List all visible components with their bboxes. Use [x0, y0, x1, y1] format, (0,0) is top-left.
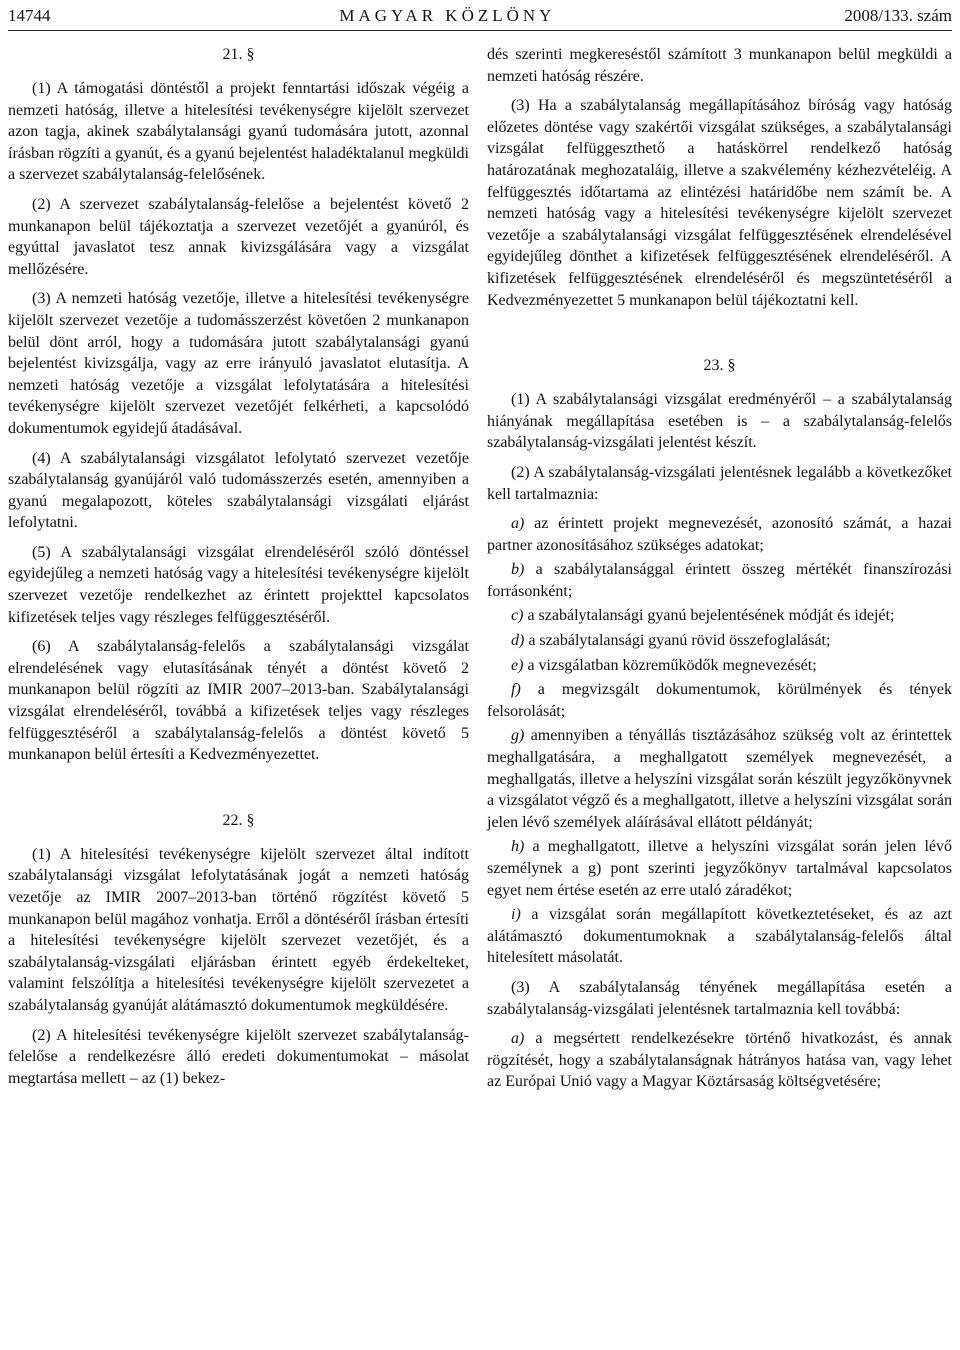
list-item-text: amennyiben a tényállás tisztázásához szükség volt az érintettek meghallgatására, a meghallgatott személyek megnevezését, a meghallgatás, illetve a helyszíni vizsgálat során készült jegyzőkönyvnek a vizsgálatot végző és a meghallgatott, illetve a helyszíni vizsgálat során jelen lévő személyek aláírásával ellátott példányát; — [487, 727, 952, 831]
paragraph: (5) A szabálytalansági vizsgálat elrendeléséről szóló döntéssel egyidejűleg a nemzeti hatóság vagy a hitelesítési tevékenységre kijelölt szervezet vezetője rendelkezhet az érintett projekttel kapcsolatos kifizetések teljes vagy részleges felfüggesztéséről. — [8, 543, 469, 626]
paragraph: (2) A szabálytalanság-vizsgálati jelentésnek legalább a következőket kell tartalmaznia: — [487, 463, 952, 503]
issue-number: 2008/133. szám — [844, 6, 952, 25]
list-item-letter: i) — [511, 906, 521, 924]
list-item-text: a meghallgatott, illetve a helyszíni vizsgálat során jelen lévő személynek a g) pont szerinti jegyzőkönyv tartalmával kapcsolatos egyet nem értése esetén az erre utaló záradékot; — [487, 838, 952, 899]
paragraph: (2) A szervezet szabálytalanság-felelőse a bejelentést követő 2 munkanapon belül tájékoztatja a szervezet vezetőjét a gyanúról, és egyúttal javaslatot tesz annak kivizsgálására vagy a vizsgálat mellőzésére. — [8, 195, 469, 278]
list-item-letter: d) — [511, 632, 525, 650]
section-heading-23: 23. § — [703, 357, 736, 375]
page-number: 14744 — [8, 6, 51, 25]
list-item-text: a szabálytalansági gyanú rövid összefoglalását; — [524, 632, 831, 650]
list-item-letter: h) — [511, 838, 525, 856]
paragraph: (3) Ha a szabálytalanság megállapításához bíróság vagy hatóság előzetes döntése vagy szakértői vizsgálat szükséges, a szabálytalansági vizsgálat felfüggeszthető a hatáskörrel rendelkező hatóság határozatának meghozataláig, illetve a szakvélemény kézhezvételéig. A felfüggesztés időtartama az elintézési határidőbe nem számít be. A nemzeti hatóság vagy a hitelesítési tevékenységre kijelölt szervezet vezetője a szabálytalansági vizsgálat felfüggesztésének elrendelésével egyidejűleg dönthet a kifizetések felfüggesztésének elrendeléséről. A kifizetések felfüggesztésének elrendeléséről és megszüntetéséről a Kedvezményezettet 5 munkanapon belül tájékoztatni kell. — [487, 97, 952, 309]
left-column — [8, 44, 469, 1097]
section-heading-21: 21. § — [222, 46, 255, 63]
paragraph-continued: dés szerinti megkereséstől számított 3 munkanapon belül megküldi a nemzeti hatóság részére. — [487, 46, 952, 85]
list-item-text: a megsértett rendelkezésekre történő hivatkozást, és annak rögzítését, hogy a szabálytalanságnak hátrányos hatása van, vagy lehet az Európai Unió vagy a Magyar Köztársaság költségvetésére; — [487, 1030, 952, 1091]
list-item — [487, 513, 952, 556]
list-item-letter: a) — [511, 515, 525, 533]
list-item-letter: g) — [511, 727, 525, 745]
list-item-letter: c) — [511, 607, 524, 625]
paragraph: (2) A hitelesítési tevékenységre kijelölt szervezet szabálytalanság-felelőse a rendelkezésre álló eredeti dokumentumokat – másolat megtartása mellett – az (1) bekez- — [8, 1026, 469, 1087]
list-item — [487, 904, 952, 969]
list-item-letter: b) — [511, 561, 525, 579]
text-columns — [8, 44, 952, 1097]
list-item — [487, 725, 952, 833]
journal-title: MAGYAR KÖZLÖNY — [339, 6, 556, 25]
list-item — [487, 836, 952, 901]
paragraph: (4) A szabálytalansági vizsgálatot lefolytató szervezet vezetője szabálytalanság gyanújáról való tudomásszerzés esetén, amennyiben a gyanú megalapozott, köteles szabálytalansági vizsgálati eljárást lefolytatni. — [8, 449, 469, 532]
list-item-letter: a) — [511, 1030, 525, 1048]
list-item-letter: f) — [511, 681, 521, 699]
requirements-list-2 — [487, 1028, 952, 1093]
section-heading-22: 22. § — [222, 811, 255, 829]
list-item-text: a szabálytalansággal érintett összeg mértékét finanszírozási forrásonként; — [487, 561, 952, 600]
list-item — [487, 559, 952, 602]
list-item — [487, 655, 952, 677]
list-item-text: az érintett projekt megnevezését, azonosító számát, a hazai partner azonosításához szükséges adatokat; — [487, 515, 952, 554]
list-item-text: a vizsgálat során megállapított következtetéseket, és az azt alátámasztó dokumentumoknak a szabálytalanság-felelős által hitelesített másolatát. — [487, 906, 952, 967]
list-item-letter: e) — [511, 656, 524, 674]
right-column — [487, 44, 952, 1097]
paragraph: (1) A támogatási döntéstől a projekt fenntartási időszak végéig a nemzeti hatóság, illetve a hitelesítési tevékenységre kijelölt szervezet azon tagja, akinek szabálytalansági gyanú tudomására jutott, azonnal írásban rögzíti a gyanút, és a gyanú bejelentést haladéktalanul megküldi a szervezet szabálytalanság-felelősének. — [8, 80, 469, 184]
requirements-list — [487, 513, 952, 969]
page-header — [8, 2, 952, 31]
list-item — [487, 1028, 952, 1093]
list-item — [487, 679, 952, 722]
paragraph: (3) A szabálytalanság tényének megállapítása esetén a szabálytalanság-vizsgálati jelentésnek tartalmaznia kell továbbá: — [487, 978, 952, 1018]
list-item — [487, 605, 952, 627]
list-item-text: a szabálytalansági gyanú bejelentésének módját és idejét; — [523, 607, 895, 625]
paragraph: (1) A szabálytalansági vizsgálat eredményéről – a szabálytalanság hiányának megállapítása esetében is – a szabálytalanság-felelős szabálytalanság-vizsgálati jelentést készít. — [487, 391, 952, 452]
list-item-text: a vizsgálatban közreműködők megnevezését; — [523, 656, 817, 674]
paragraph: (3) A nemzeti hatóság vezetője, illetve a hitelesítési tevékenységre kijelölt szervezet vezetője a tudomásszerzést követően 2 munkanapon belül dönt arról, hogy a tudomására jutott szabálytalansági gyanú bejelentést kivizsgálja, vagy az erre irányuló javaslatot elutasítja. A nemzeti hatóság vezetője a vizsgálat lefolytatására a hitelesítési tevékenységre kijelölt szervezet vezetőjét felkérheti, a kapcsolódó dokumentumok egyidejű átadásával. — [8, 290, 469, 437]
paragraph: (1) A hitelesítési tevékenységre kijelölt szervezet által indított szabálytalansági vizsgálat lefolytatásának jogát a nemzeti hatóság vezetője az IMIR 2007–2013-ban történő rögzítést követő 5 munkanapon belül magához vonhatja. Erről a döntéséről írásban értesíti a hitelesítési tevékenységre kijelölt szervezet vezetőjét, és a szabálytalanság-vizsgálati eljárásban érintett egyéb érdekelteket, valamint felszólítja a hitelesítési tevékenységre kijelölt szervezetet a szabálytalanság gyanúját alátámasztó dokumentumok megküldésére. — [8, 845, 469, 1014]
list-item — [487, 630, 952, 652]
paragraph: (6) A szabálytalanság-felelős a szabálytalansági vizsgálat elrendelésének vagy elutasításának tényét a döntést követő 2 munkanapon belül rögzíti az IMIR 2007–2013-ban. Szabálytalansági vizsgálat elrendeléséről, továbbá a kifizetések teljes vagy részleges felfüggesztéséről a szabálytalanság-felelős a döntést követő 5 munkanapon belül értesíti a Kedvezményezettet. — [8, 638, 469, 764]
list-item-text: a megvizsgált dokumentumok, körülmények és tények felsorolását; — [487, 681, 952, 720]
